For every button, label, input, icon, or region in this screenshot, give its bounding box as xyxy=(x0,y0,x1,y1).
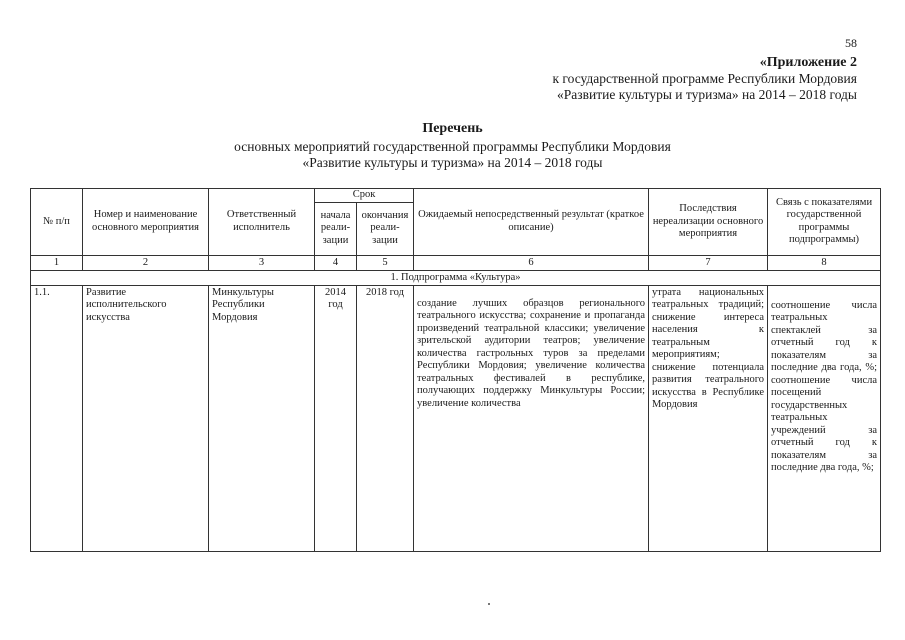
column-number: 4 xyxy=(315,255,357,270)
column-number: 8 xyxy=(768,255,881,270)
row-executor: Минкультуры Республики Мордовия xyxy=(209,285,315,551)
row-start: 2014 год xyxy=(315,285,357,551)
row-name: Развитие исполнительского искусства xyxy=(83,285,209,551)
header-result: Ожидаемый непосредственный результат (краткое описание) xyxy=(414,189,649,256)
appendix-title: «Приложение 2 xyxy=(759,55,857,70)
header-row xyxy=(31,189,881,203)
column-number: 6 xyxy=(414,255,649,270)
column-number: 3 xyxy=(209,255,315,270)
header-link: Связь с показателями государственной программы подпрограммы) xyxy=(768,189,881,256)
document-title: Перечень xyxy=(422,121,483,136)
row-consequences: утрата национальных театральных традиций; снижение интереса населения к театральным мероприятиям; снижение потенциала развития театрального искусства в Республике Мордовия xyxy=(649,285,768,551)
column-number-row xyxy=(31,255,881,270)
document-subtitle-1: основных мероприятий государственной программы Республики Мордовия xyxy=(234,139,671,154)
row-end: 2018 год xyxy=(357,285,414,551)
appendix-line-2: «Развитие культуры и туризма» на 2014 – 2018 годы xyxy=(557,87,857,102)
header-num: № п/п xyxy=(31,189,83,256)
header-end: окончания реали-зации xyxy=(357,202,414,255)
section-title: 1. Подпрограмма «Культура» xyxy=(31,270,881,285)
scan-artifact xyxy=(488,603,490,605)
column-number: 2 xyxy=(83,255,209,270)
header-term: Срок xyxy=(315,189,414,203)
row-link: соотношение числа театральных спектаклей за отчетный год к показателям за последние два года, %; соотношение числа посещений государственных театральных учреждений за отчетный год к показателям за последние два года, %; xyxy=(768,285,881,551)
column-number: 7 xyxy=(649,255,768,270)
document-subtitle-2: «Развитие культуры и туризма» на 2014 – 2018 годы xyxy=(302,155,603,170)
column-number: 1 xyxy=(31,255,83,270)
header-executor: Ответственный исполнитель xyxy=(209,189,315,256)
row-num: 1.1. xyxy=(31,285,83,551)
header-consequences: Последствия нереализации основного мероприятия xyxy=(649,189,768,256)
table-row xyxy=(31,285,881,551)
section-row xyxy=(31,270,881,285)
page-number: 58 xyxy=(845,36,857,50)
column-number: 5 xyxy=(357,255,414,270)
appendix-line-1: к государственной программе Республики Мордовия xyxy=(552,71,857,86)
header-name: Номер и наименование основного мероприятия xyxy=(83,189,209,256)
row-result: создание лучших образцов регионального театрального искусства; сохранение и пропаганда произведений театральной классики; увеличение зрительской аудитории театров; увеличение количества гастрольных туров за пределами Республики Мордовия; увеличение количества театральных фестивалей в республике, получающих поддержку Минкультуры России; увеличение количества xyxy=(414,285,649,551)
measures-table xyxy=(30,188,881,552)
header-start: начала реали-зации xyxy=(315,202,357,255)
